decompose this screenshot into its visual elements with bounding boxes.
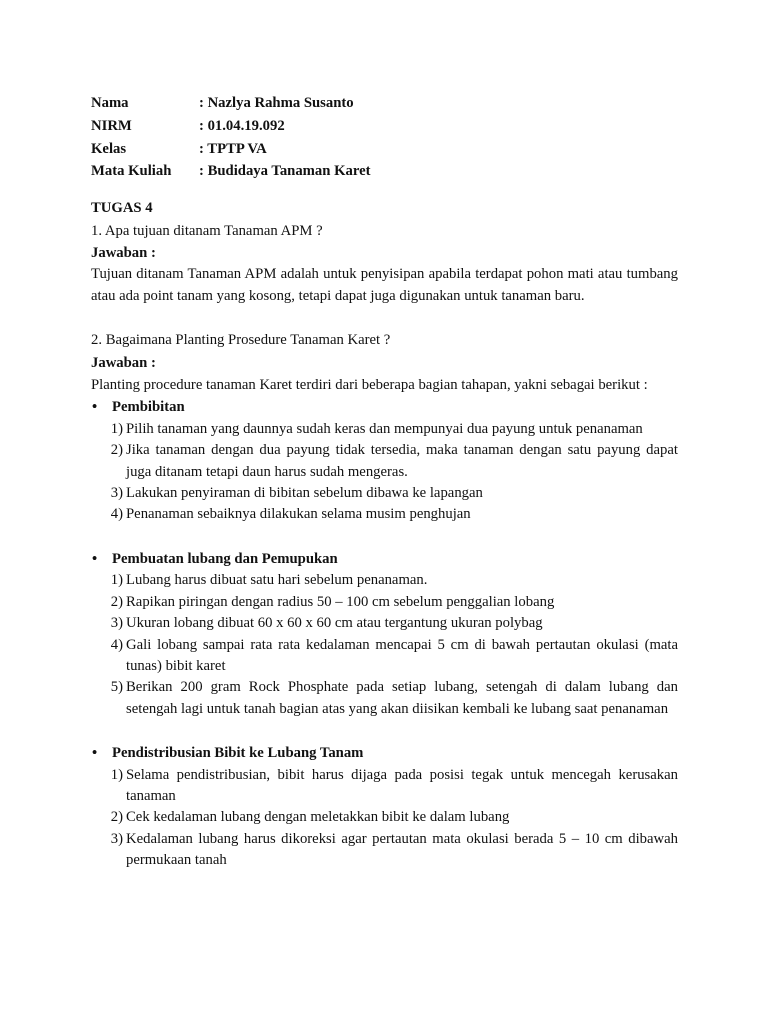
info-row-nirm <box>91 115 678 138</box>
answer-1: Tujuan ditanam Tanaman APM adalah untuk penyisipan apabila terdapat pohon mati atau tumbang atau ada point tanam yang kosong, tetapi dapat juga digunakan untuk tanaman baru. <box>91 266 678 304</box>
step-text: Selama pendistribusian, bibit harus dijaga pada posisi tegak untuk mencegah kerusakan tanaman <box>126 766 678 804</box>
step-text: Ukuran lobang dibuat 60 x 60 x 60 cm atau tergantung ukuran polybag <box>126 615 543 632</box>
step-text: Gali lobang sampai rata rata kedalaman mencapai 5 cm di bawah pertautan okulasi (mata tunas) bibit karet <box>126 636 678 674</box>
answer-label-2: Jawaban : <box>91 354 156 371</box>
step-text: Penanaman sebaiknya dilakukan selama musim penghujan <box>126 506 471 523</box>
step-text: Pilih tanaman yang daunnya sudah keras dan mempunyai dua payung untuk penanaman <box>126 420 643 437</box>
step-text: Rapikan piringan dengan radius 50 – 100 cm sebelum penggalian lobang <box>126 593 555 610</box>
section-heading <box>91 396 678 418</box>
section-pendistribusian <box>91 742 678 871</box>
step-number: 3) <box>110 485 123 502</box>
step-number: 1) <box>110 766 123 783</box>
step-number: 2) <box>110 442 123 459</box>
assignment-title: TUGAS 4 <box>91 200 153 217</box>
step-number: 3) <box>110 830 123 847</box>
step-list <box>91 765 678 872</box>
info-row-nama <box>91 92 678 115</box>
list-item <box>91 440 678 483</box>
info-value: : Budidaya Tanaman Karet <box>199 163 371 180</box>
step-number: 2) <box>110 809 123 826</box>
list-item <box>91 419 678 440</box>
step-number: 3) <box>110 615 123 632</box>
step-number: 5) <box>110 679 123 696</box>
info-value: : TPTP VA <box>199 140 267 157</box>
spacer <box>91 720 678 742</box>
step-number: 4) <box>110 636 123 653</box>
section-pembibitan <box>91 396 678 525</box>
info-row-kelas <box>91 138 678 161</box>
question-2: 2. Bagaimana Planting Prosedure Tanaman Karet ? <box>91 332 391 349</box>
step-text: Jika tanaman dengan dua payung tidak tersedia, maka tanaman dengan satu payung dapat juga ditanam tetapi daun harus sudah mengeras. <box>126 442 678 480</box>
list-item <box>91 635 678 678</box>
section-pembuatan-lubang <box>91 548 678 720</box>
info-label: NIRM <box>91 117 132 134</box>
step-number: 4) <box>110 506 123 523</box>
section-heading <box>91 742 678 764</box>
list-item <box>91 807 678 828</box>
info-value: : Nazlya Rahma Susanto <box>199 95 354 111</box>
info-label: Mata Kuliah <box>91 163 172 180</box>
student-info <box>91 92 678 183</box>
section-title: Pembibitan <box>112 399 185 416</box>
step-number: 1) <box>110 572 123 589</box>
step-text: Lubang harus dibuat satu hari sebelum penanaman. <box>126 572 428 589</box>
list-item <box>91 592 678 613</box>
answer-label-1: Jawaban : <box>91 245 156 261</box>
step-text: Cek kedalaman lubang dengan meletakkan bibit ke dalam lubang <box>126 809 510 826</box>
step-list <box>91 419 678 526</box>
list-item <box>91 613 678 634</box>
section-title: Pembuatan lubang dan Pemupukan <box>112 550 338 567</box>
list-item <box>91 570 678 591</box>
info-label: Nama <box>91 95 129 111</box>
list-item <box>91 829 678 872</box>
bullet-icon: • <box>92 399 98 416</box>
list-item <box>91 483 678 504</box>
step-text: Berikan 200 gram Rock Phosphate pada setiap lubang, setengah di dalam lubang dan setengah lagi untuk tanah bagian atas yang akan diisikan kembali ke lubang saat penanaman <box>126 679 678 717</box>
list-item <box>91 677 678 720</box>
step-number: 2) <box>110 593 123 610</box>
bullet-icon: • <box>92 745 98 762</box>
spacer <box>91 526 678 548</box>
step-text: Lakukan penyiraman di bibitan sebelum dibawa ke lapangan <box>126 485 483 502</box>
info-value: : 01.04.19.092 <box>199 117 285 134</box>
step-text: Kedalaman lubang harus dikoreksi agar pertautan mata okulasi berada 5 – 10 cm dibawah permukaan tanah <box>126 830 678 869</box>
info-label: Kelas <box>91 140 127 157</box>
bullet-icon: • <box>92 550 98 567</box>
list-item <box>91 765 678 808</box>
spacer <box>91 307 678 329</box>
section-title: Pendistribusian Bibit ke Lubang Tanam <box>112 745 364 762</box>
step-list <box>91 570 678 720</box>
question-1: 1. Apa tujuan ditanam Tanaman APM ? <box>91 222 323 239</box>
section-heading <box>91 548 678 570</box>
info-row-mata-kuliah <box>91 160 678 183</box>
step-number: 1) <box>110 420 123 437</box>
answer-2-intro: Planting procedure tanaman Karet terdiri dari beberapa bagian tahapan, yakni sebagai berikut : <box>91 377 648 394</box>
list-item <box>91 504 678 525</box>
